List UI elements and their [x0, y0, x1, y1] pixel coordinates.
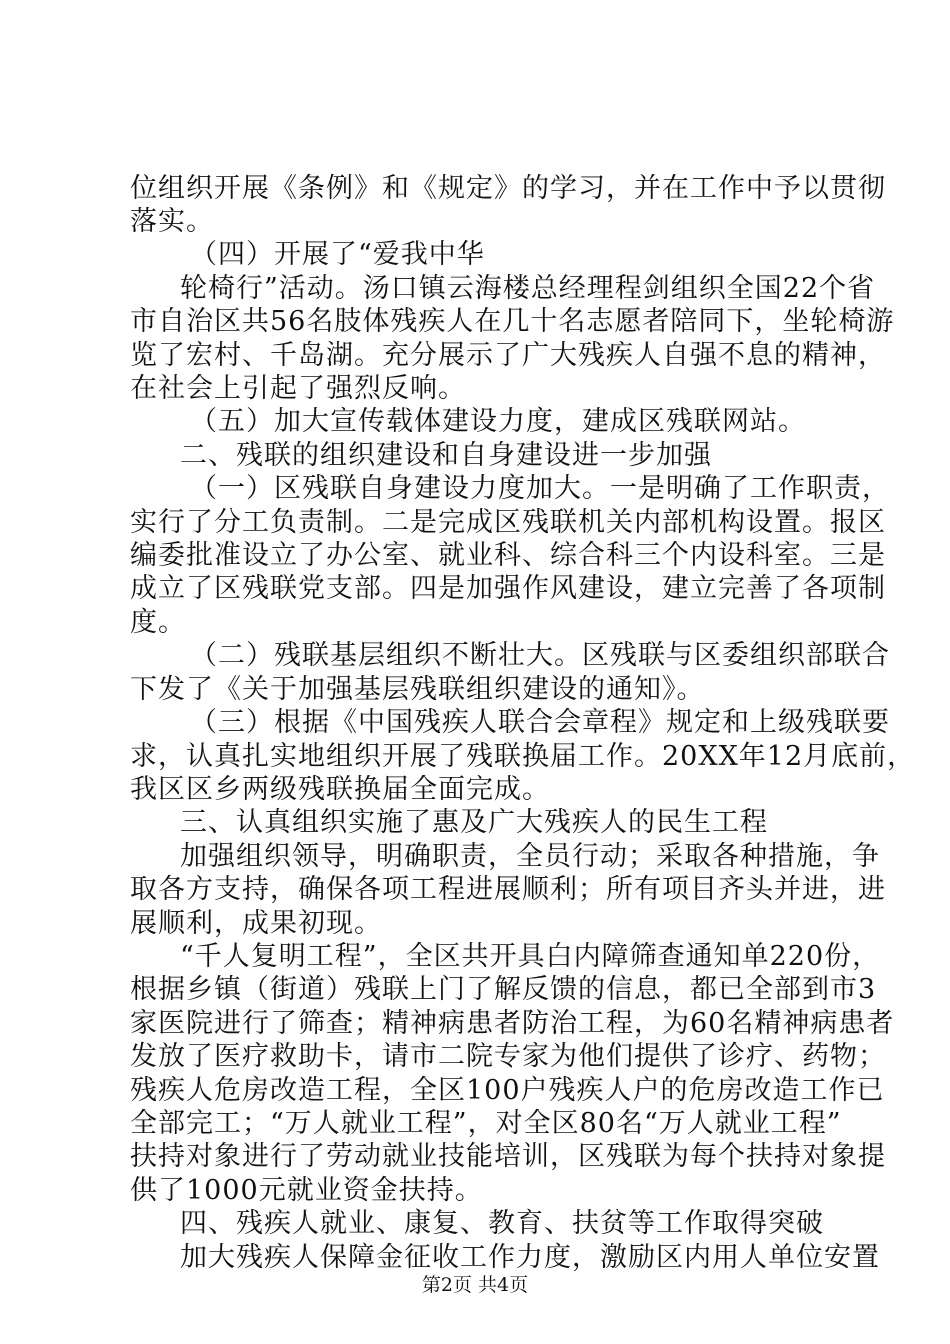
text-line: 根据乡镇（街道）残联上门了解反馈的信息，都已全部到市3 [130, 974, 877, 1005]
text-line: 展顺利，成果初现。 [130, 908, 382, 939]
section-heading: 四、残疾人就业、康复、教育、扶贫等工作取得突破 [180, 1208, 824, 1239]
text-line: 残疾人危房改造工程，全区100户残疾人户的危房改造工作已 [130, 1075, 885, 1106]
text-line: 市自治区共56名肢体残疾人在几十名志愿者陪同下，坐轮椅游 [130, 306, 895, 337]
text-line: 在社会上引起了强烈反响。 [130, 373, 466, 404]
text-line: 下发了《关于加强基层残联组织建设的通知》。 [130, 674, 705, 705]
text-line: 扶持对象进行了劳动就业技能培训，区残联为每个扶持对象提 [130, 1141, 886, 1172]
text-line: 实行了分工负责制。二是完成区残联机关内部机构设置。报区 [130, 507, 886, 538]
text-line: 轮椅行”活动。汤口镇云海楼总经理程剑组织全国22个省 [180, 273, 876, 304]
text-line: 编委批准设立了办公室、就业科、综合科三个内设科室。三是 [130, 540, 886, 571]
page-number: 第2页 共4页 [421, 1274, 529, 1296]
text-line: 加强组织领导，明确职责，全员行动；采取各种措施，争 [180, 841, 880, 872]
text-line: 求，认真扎实地组织开展了残联换届工作。20XX年12月底前， [130, 741, 916, 772]
text-line: 度。 [130, 607, 186, 638]
section-heading: 三、认真组织实施了惠及广大残疾人的民生工程 [180, 807, 768, 838]
text-line: 发放了医疗救助卡，请市二院专家为他们提供了诊疗、药物； [130, 1041, 886, 1072]
section-heading: （四）开展了“爱我中华 [190, 239, 485, 270]
text-line: 览了宏村、千岛湖。充分展示了广大残疾人自强不息的精神， [130, 340, 886, 371]
text-line: 成立了区残联党支部。四是加强作风建设，建立完善了各项制 [130, 573, 886, 604]
text-line: 全部完工；“万人就业工程”，对全区80名“万人就业工程” [130, 1108, 842, 1139]
text-line: “千人复明工程”，全区共开具白内障筛查通知单220份， [180, 941, 881, 972]
text-line: 取各方支持，确保各项工程进展顺利；所有项目齐头并进，进 [130, 874, 886, 905]
text-line: 加大残疾人保障金征收工作力度，激励区内用人单位安置 [180, 1242, 880, 1273]
text-line: 家医院进行了筛查；精神病患者防治工程，为60名精神病患者 [130, 1008, 895, 1039]
text-line: 落实。 [130, 206, 214, 237]
text-line: 位组织开展《条例》和《规定》的学习，并在工作中予以贯彻 [130, 173, 886, 204]
text-line: 我区区乡两级残联换届全面完成。 [130, 774, 550, 805]
text-line: （三）根据《中国残疾人联合会章程》规定和上级残联要 [190, 707, 890, 738]
section-heading: 二、残联的组织建设和自身建设进一步加强 [180, 440, 712, 471]
text-line: （二）残联基层组织不断壮大。区残联与区委组织部联合 [190, 640, 890, 671]
text-line: 供了1000元就业资金扶持。 [130, 1175, 483, 1206]
text-line: （一）区残联自身建设力度加大。一是明确了工作职责， [190, 473, 890, 504]
section-heading: （五）加大宣传载体建设力度，建成区残联网站。 [190, 406, 806, 437]
